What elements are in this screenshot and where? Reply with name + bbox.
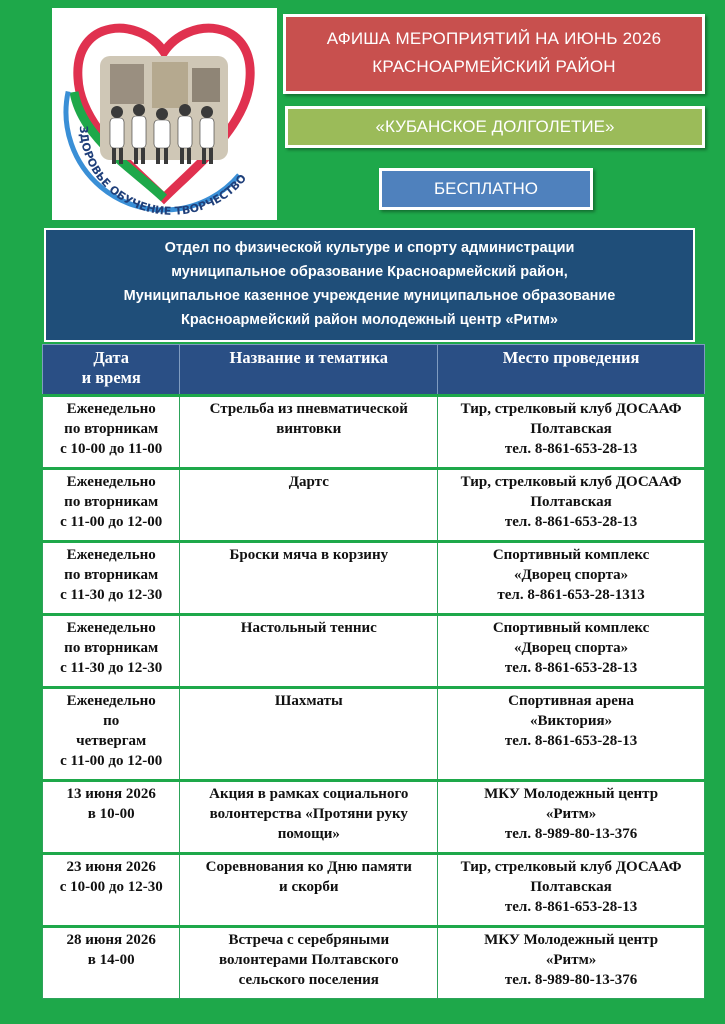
table-row bbox=[43, 781, 705, 854]
heart-logo-graphic bbox=[52, 8, 277, 220]
cell-name: Встреча с серебряными волонтерами Полтавского сельского поселения bbox=[180, 927, 438, 999]
free-badge bbox=[379, 168, 593, 210]
program-banner bbox=[285, 106, 705, 148]
cell-date: 23 июня 2026 с 10-00 до 12-30 bbox=[43, 854, 180, 927]
header-place: Место проведения bbox=[438, 345, 705, 396]
cell-name: Настольный теннис bbox=[180, 615, 438, 688]
logo bbox=[52, 8, 277, 220]
organizer-line: Отдел по физической культуре и спорту администрации bbox=[164, 240, 575, 256]
table-row bbox=[43, 615, 705, 688]
cell-name: Дартс bbox=[180, 469, 438, 542]
cell-place: МКУ Молодежный центр «Ритм» тел. 8-989-80-13-376 bbox=[438, 927, 705, 999]
program-label: «КУБАНСКОЕ ДОЛГОЛЕТИЕ» bbox=[375, 117, 615, 136]
header-date: Дата и время bbox=[43, 345, 180, 396]
header-name: Название и тематика bbox=[180, 345, 438, 396]
table-row bbox=[43, 688, 705, 781]
events-table bbox=[42, 344, 705, 999]
cell-date: Еженедельно по вторникам с 11-00 до 12-00 bbox=[43, 469, 180, 542]
cell-date: Еженедельно по вторникам с 10-00 до 11-00 bbox=[43, 396, 180, 469]
table-row bbox=[43, 396, 705, 469]
table-row bbox=[43, 927, 705, 999]
table-row bbox=[43, 469, 705, 542]
cell-date: Еженедельно по вторникам с 11-30 до 12-30 bbox=[43, 615, 180, 688]
cell-date: Еженедельно по вторникам с 11-30 до 12-30 bbox=[43, 542, 180, 615]
cell-place: Спортивная арена «Виктория» тел. 8-861-653-28-13 bbox=[438, 688, 705, 781]
title-banner bbox=[283, 14, 705, 94]
cell-name: Шахматы bbox=[180, 688, 438, 781]
organizer-line: Красноармейский район молодежный центр «Ритм» bbox=[181, 312, 558, 328]
cell-name: Акция в рамках социального волонтерства «Протяни руку помощи» bbox=[180, 781, 438, 854]
organizer-line: муниципальное образование Красноармейский район, bbox=[171, 264, 568, 280]
organizer-box bbox=[44, 228, 695, 342]
table-row bbox=[43, 542, 705, 615]
title-line-2: КРАСНОАРМЕЙСКИЙ РАЙОН bbox=[372, 57, 616, 76]
title-line-1: АФИША МЕРОПРИЯТИЙ НА ИЮНЬ 2026 bbox=[326, 29, 662, 48]
cell-name: Соревнования ко Дню памяти и скорби bbox=[180, 854, 438, 927]
cell-place: Тир, стрелковый клуб ДОСААФ Полтавская тел. 8-861-653-28-13 bbox=[438, 469, 705, 542]
logo-arc-text: ЗДОРОВЬЕ ОБУЧЕНИЕ ТВОРЧЕСТВО bbox=[76, 125, 250, 218]
cell-place: Спортивный комплекс «Дворец спорта» тел. 8-861-653-28-13 bbox=[438, 615, 705, 688]
cell-name: Броски мяча в корзину bbox=[180, 542, 438, 615]
cell-place: Тир, стрелковый клуб ДОСААФ Полтавская тел. 8-861-653-28-13 bbox=[438, 854, 705, 927]
cell-date: 13 июня 2026 в 10-00 bbox=[43, 781, 180, 854]
cell-place: Тир, стрелковый клуб ДОСААФ Полтавская тел. 8-861-653-28-13 bbox=[438, 396, 705, 469]
cell-name: Стрельба из пневматической винтовки bbox=[180, 396, 438, 469]
organizer-line: Муниципальное казенное учреждение муниципальное образование bbox=[123, 288, 616, 304]
cell-date: 28 июня 2026 в 14-00 bbox=[43, 927, 180, 999]
table-row bbox=[43, 854, 705, 927]
free-label: БЕСПЛАТНО bbox=[433, 179, 539, 198]
cell-date: Еженедельно по четвергам с 11-00 до 12-00 bbox=[43, 688, 180, 781]
cell-place: МКУ Молодежный центр «Ритм» тел. 8-989-80-13-376 bbox=[438, 781, 705, 854]
table-header-row bbox=[43, 345, 705, 396]
cell-place: Спортивный комплекс «Дворец спорта» тел. 8-861-653-28-1313 bbox=[438, 542, 705, 615]
